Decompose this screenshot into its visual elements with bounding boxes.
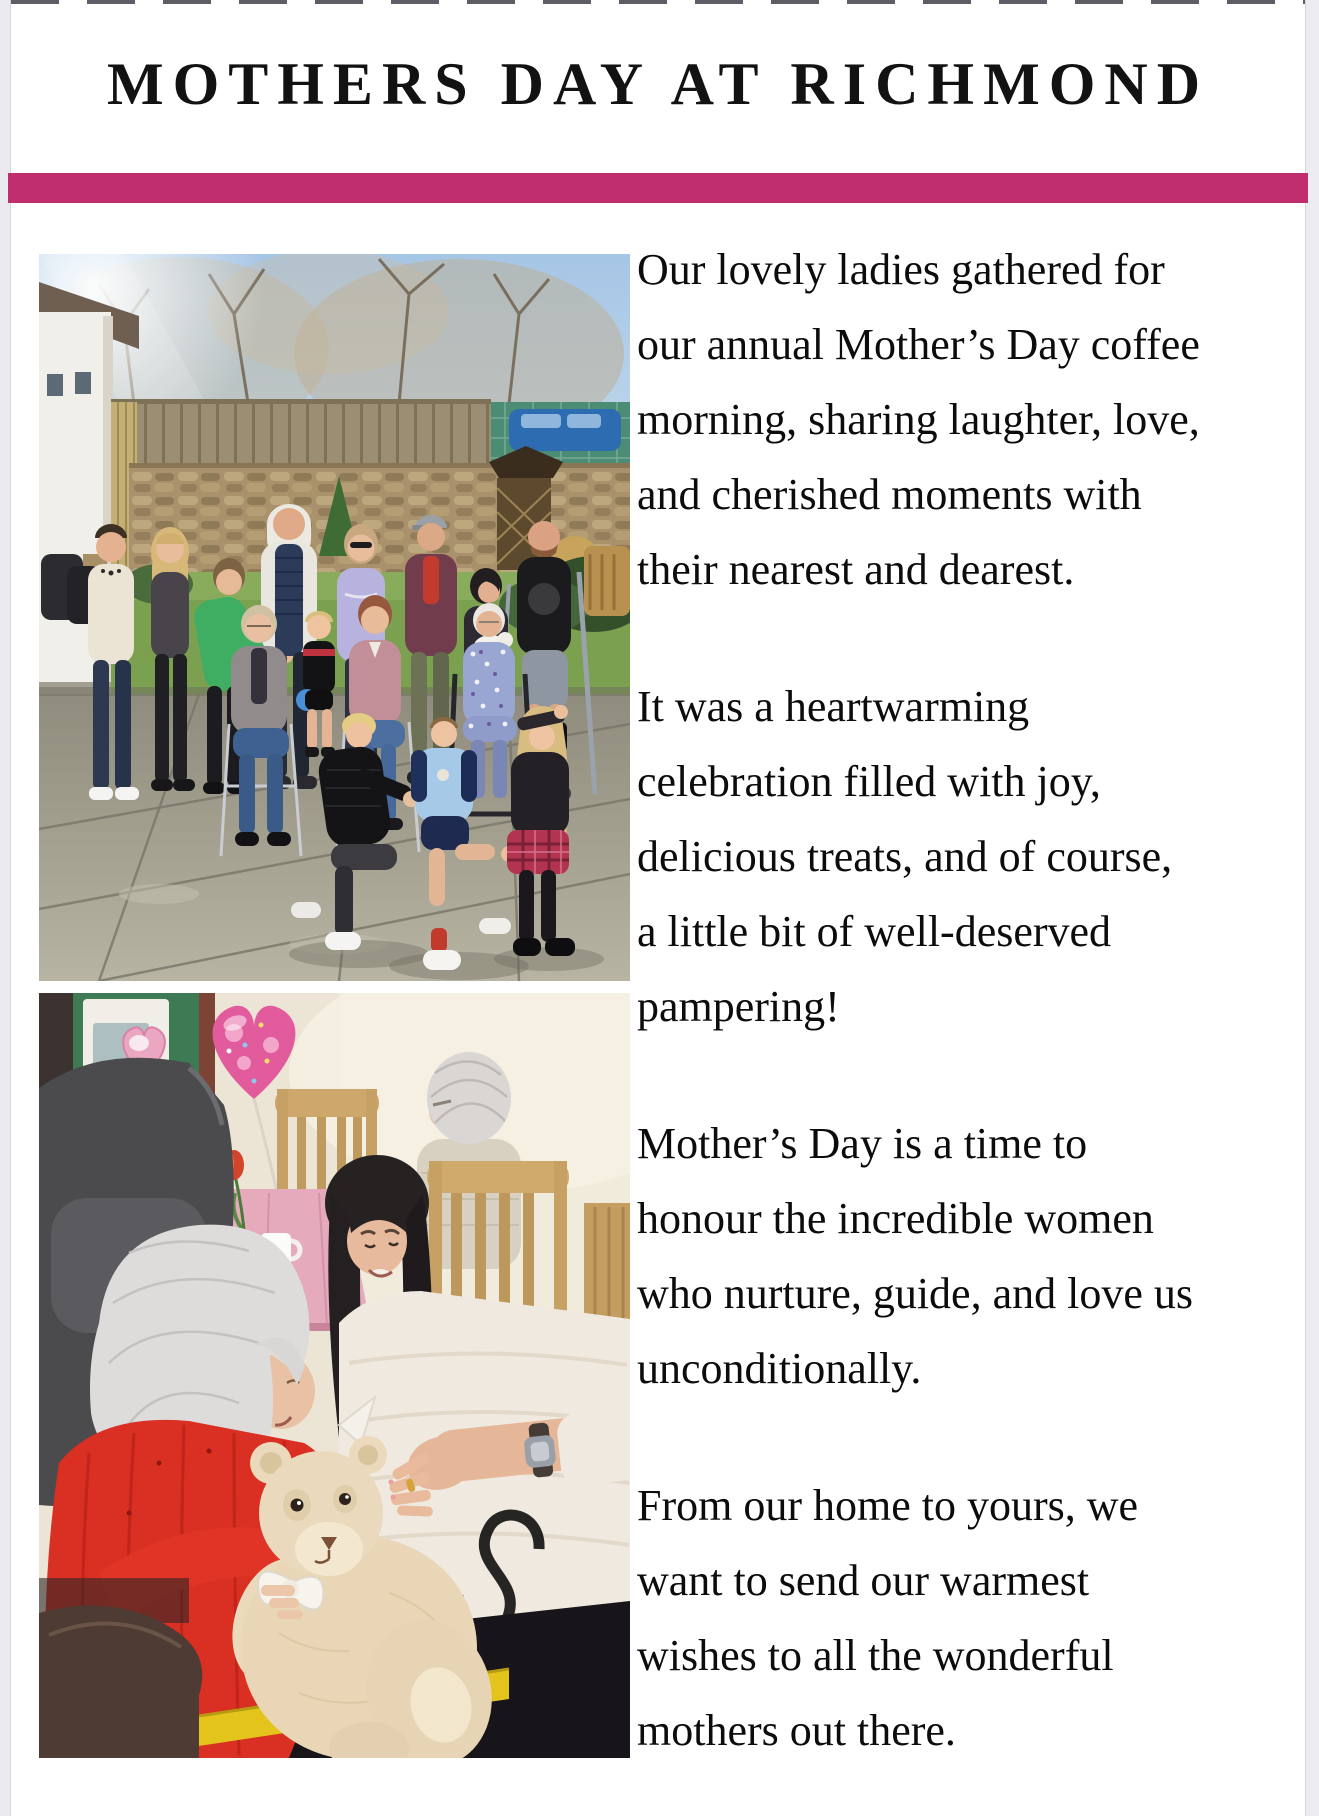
text-line: From our home to yours, we [637,1481,1139,1530]
text-line: Our lovely ladies gathered for [637,245,1165,294]
text-line: wishes to all the wonderful [637,1631,1114,1680]
text-line: their nearest and dearest. [637,545,1075,594]
page-title: MOTHERS DAY AT RICHMOND [106,51,1210,117]
text-line: morning, sharing laughter, love, [637,395,1200,444]
top-dashed-rule [11,0,1305,4]
text-line: delicious treats, and of course, [637,832,1173,881]
text-line: honour the incredible women [637,1194,1154,1243]
group-photo-illustration [39,254,630,981]
article-text [637,232,1319,1768]
text-line: want to send our warmest [637,1556,1090,1605]
page-left-margin [0,0,11,1816]
paragraph-4 [637,1468,1319,1768]
paragraph-3 [637,1106,1319,1406]
teddy-bear-photo [39,993,630,1758]
text-line: celebration filled with joy, [637,757,1101,806]
text-line: It was a heartwarming [637,682,1030,731]
group-photo [39,254,630,981]
armchair-armrest [39,1578,202,1758]
accent-bar [8,173,1308,203]
teddy-photo-illustration [39,993,630,1758]
text-line: our annual Mother’s Day coffee [637,320,1200,369]
text-line: unconditionally. [637,1344,922,1393]
text-line: and cherished moments with [637,470,1142,519]
paragraph-1 [637,232,1319,607]
text-line: Mother’s Day is a time to [637,1119,1088,1168]
text-line: pampering! [637,982,840,1031]
paragraph-2 [637,669,1319,1044]
text-line: mothers out there. [637,1706,956,1755]
text-line: a little bit of well-deserved [637,907,1112,956]
text-line: who nurture, guide, and love us [637,1269,1193,1318]
